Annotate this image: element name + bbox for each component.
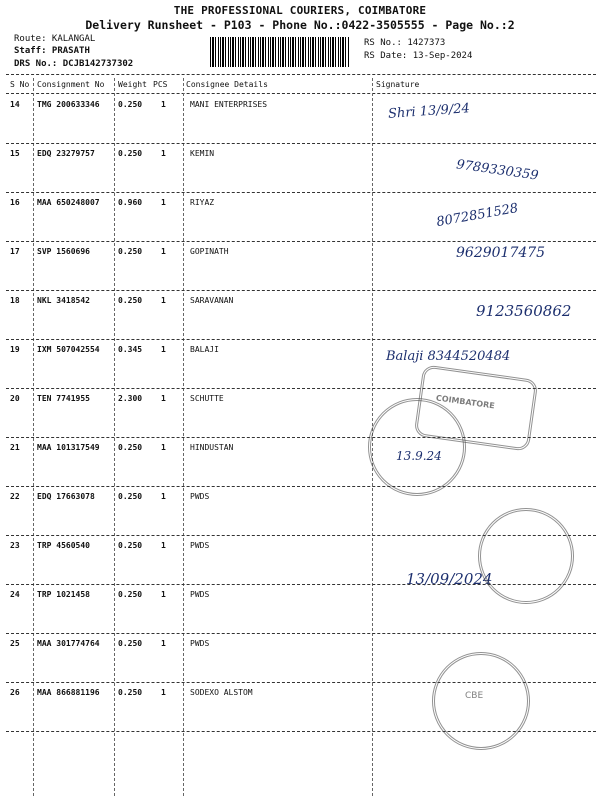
table-row [6, 94, 596, 144]
row-consignment: IXM 507042554 [37, 345, 100, 354]
row-pcs: 1 [161, 198, 166, 207]
row-weight: 0.345 [118, 345, 143, 354]
signature-handwriting: 8072851528 [435, 200, 520, 231]
row-consignee: PWDS [190, 639, 210, 648]
row-pcs: 1 [161, 149, 166, 158]
round-stamp [478, 508, 574, 604]
row-sno: 15 [10, 149, 20, 158]
row-weight: 0.250 [118, 688, 143, 697]
row-consignment: TEN 7741955 [37, 394, 90, 403]
drs-number: DRS No.: DCJB142737302 [14, 59, 134, 69]
row-consignee: MANI ENTERPRISES [190, 100, 268, 109]
row-pcs: 1 [161, 590, 166, 599]
row-pcs: 1 [161, 247, 166, 256]
round-stamp [432, 652, 530, 750]
col-weight: Weight [118, 80, 147, 89]
row-pcs: 1 [161, 100, 166, 109]
row-sno: 18 [10, 296, 20, 305]
row-sno: 16 [10, 198, 20, 207]
route-label: Route: KALANGAL [14, 34, 96, 44]
signature-handwriting: Balaji 8344520484 [386, 349, 511, 364]
row-weight: 0.250 [118, 149, 143, 158]
row-pcs: 1 [161, 688, 166, 697]
row-consignment: MAA 866881196 [37, 688, 100, 697]
col-signature: Signature [376, 80, 420, 89]
row-sno: 23 [10, 541, 20, 550]
row-pcs: 1 [161, 296, 166, 305]
col-sno: S No [10, 80, 30, 89]
row-consignment: TRP 1021458 [37, 590, 90, 599]
table-row [6, 192, 596, 242]
row-sno: 19 [10, 345, 20, 354]
col-consignment: Consignment No [37, 80, 105, 89]
row-consignment: MAA 650248007 [37, 198, 100, 207]
signature-handwriting: 9789330359 [455, 157, 540, 184]
row-sno: 25 [10, 639, 20, 648]
signature-handwriting: Shri 13/9/24 [387, 101, 471, 122]
staff-label: Staff: PRASATH [14, 46, 90, 56]
row-consignment: SVP 1560696 [37, 247, 90, 256]
round-stamp [368, 398, 466, 496]
row-weight: 0.250 [118, 443, 143, 452]
row-weight: 0.250 [118, 296, 143, 305]
row-pcs: 1 [161, 541, 166, 550]
row-consignee: RIYAZ [190, 198, 215, 207]
row-consignee: PWDS [190, 541, 210, 550]
row-weight: 0.250 [118, 590, 143, 599]
signature-handwriting: 9123560862 [476, 302, 572, 320]
row-weight: 0.250 [118, 541, 143, 550]
row-consignment: TMG 200633346 [37, 100, 100, 109]
stamp-text: CBE [465, 691, 484, 701]
row-weight: 0.250 [118, 247, 143, 256]
rs-number: RS No.: 1427373 [364, 38, 446, 48]
row-consignee: PWDS [190, 492, 210, 501]
row-consignee: PWDS [190, 590, 210, 599]
col-pcs: PCS [153, 80, 168, 89]
row-consignment: EDQ 17663078 [37, 492, 95, 501]
company-title: THE PROFESSIONAL COURIERS, COIMBATORE [173, 4, 427, 17]
row-consignee: KEMIN [190, 149, 215, 158]
row-pcs: 1 [161, 345, 166, 354]
row-consignment: TRP 4560540 [37, 541, 90, 550]
row-consignee: SODEXO ALSTOM [190, 688, 253, 697]
row-sno: 14 [10, 100, 20, 109]
row-consignee: BALAJI [190, 345, 219, 354]
row-consignment: NKL 3418542 [37, 296, 90, 305]
runsheet-title: Delivery Runsheet - P103 - Phone No.:0422-3505555 - Page No.:2 [85, 18, 515, 32]
row-sno: 24 [10, 590, 20, 599]
row-pcs: 1 [161, 492, 166, 501]
row-consignee: HINDUSTAN [190, 443, 234, 452]
row-consignment: MAA 301774764 [37, 639, 100, 648]
row-weight: 0.960 [118, 198, 143, 207]
rs-date: RS Date: 13-Sep-2024 [364, 51, 473, 61]
signature-handwriting: 13/09/2024 [406, 570, 493, 588]
row-consignee: GOPINATH [190, 247, 229, 256]
row-pcs: 1 [161, 639, 166, 648]
barcode [210, 37, 350, 67]
table-row [6, 143, 596, 193]
row-pcs: 1 [161, 443, 166, 452]
table-row [6, 290, 596, 340]
top-divider [6, 74, 596, 75]
signature-handwriting: 13.9.24 [396, 449, 442, 463]
row-weight: 0.250 [118, 639, 143, 648]
row-consignment: MAA 101317549 [37, 443, 100, 452]
col-consignee: Consignee Details [186, 80, 268, 89]
row-sno: 26 [10, 688, 20, 697]
row-weight: 0.250 [118, 492, 143, 501]
row-consignee: SARAVANAN [190, 296, 234, 305]
row-sno: 22 [10, 492, 20, 501]
row-sno: 17 [10, 247, 20, 256]
row-consignment: EDQ 23279757 [37, 149, 95, 158]
row-sno: 21 [10, 443, 20, 452]
row-weight: 0.250 [118, 100, 143, 109]
table-row [6, 241, 596, 291]
row-consignee: SCHUTTE [190, 394, 224, 403]
row-sno: 20 [10, 394, 20, 403]
row-pcs: 1 [161, 394, 166, 403]
signature-handwriting: 9629017475 [456, 245, 546, 261]
stamp-text: COIMBATORE [435, 393, 496, 411]
row-weight: 2.300 [118, 394, 143, 403]
